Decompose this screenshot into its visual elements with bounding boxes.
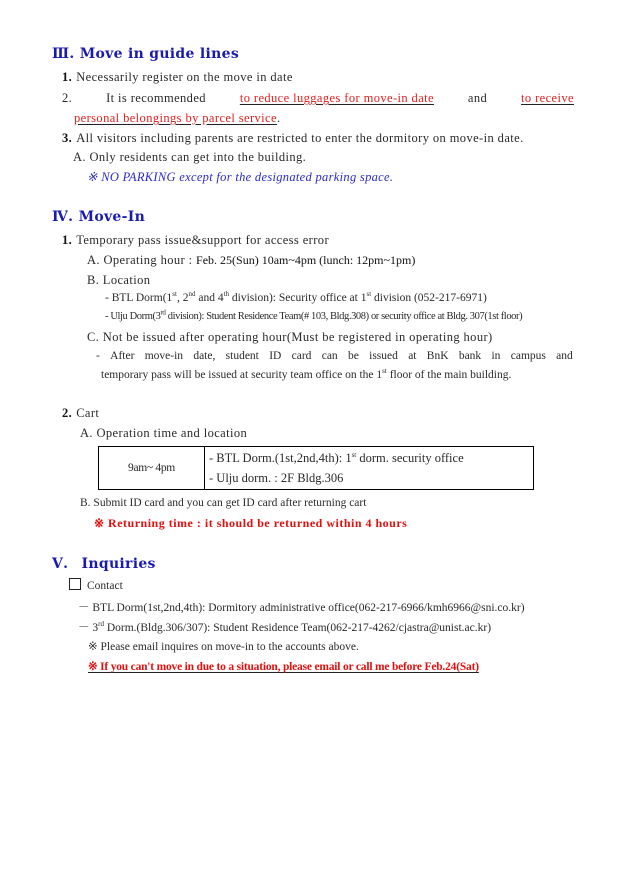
s4-item-2-b-label: B. Submit ID card and you can get ID card after returning cart — [80, 497, 367, 509]
location-ulju-dorm — [105, 308, 523, 322]
section-3-numeral: Ⅲ. — [52, 46, 75, 62]
s4-item-2-title — [62, 406, 99, 421]
word: ID — [269, 350, 282, 362]
word: - — [96, 350, 100, 362]
word: and — [556, 350, 573, 362]
word: student — [225, 350, 259, 362]
email-inquiry-note: ※ Please email inquires on move-in to the accounts above. — [88, 641, 359, 653]
s3-item-1 — [62, 70, 293, 85]
returning-time-warning: ※ Returning time : it should be returned within 4 hours — [94, 516, 408, 530]
cart-loc-text: - BTL Dorm.(1st,2nd,4th): 1 — [209, 451, 352, 465]
loc-btl-text: - BTL Dorm(1 — [105, 292, 173, 304]
operating-hour-label: A. Operating hour : — [87, 253, 193, 267]
loc-btl-text: division): Security office at 1 — [229, 292, 367, 304]
s4-item-1-b-label: B. Location — [87, 273, 151, 287]
s3-item-2-number: 2. — [62, 91, 73, 105]
cart-table — [98, 446, 534, 490]
sup: st — [366, 290, 372, 299]
id-card-text: floor of the main building. — [386, 369, 512, 381]
word: at — [408, 350, 417, 362]
word: BnK — [426, 350, 449, 362]
loc-ulju-text: - Ulju Dorm(3 — [105, 311, 161, 322]
id-card-info-line-2 — [101, 369, 511, 381]
s4-item-2-number: 2. — [62, 406, 73, 420]
location-btl-dorm — [105, 292, 487, 304]
s3-item-2-text-and: and — [467, 91, 488, 105]
s3-item-2-period: . — [276, 111, 281, 125]
table-row — [99, 447, 534, 490]
s4-item-2-a-label: A. Operation time and location — [80, 426, 248, 440]
loc-btl-text: division (052-217-6971) — [371, 292, 487, 304]
sup: nd — [188, 290, 196, 299]
word: in — [491, 350, 501, 362]
s3-item-1-text: Necessarily register on the move in date — [76, 70, 293, 84]
cant-move-in-warning: ※ If you can't move in due to a situation, please email or call me before Feb.24(Sat) — [88, 661, 479, 673]
section-4-title: Move-In — [78, 209, 146, 225]
cart-time-cell: 9am~ 4pm — [99, 447, 205, 490]
section-5-title: Inquiries — [81, 556, 156, 572]
inquiry-btl-dorm: － BTL Dorm(1st,2nd,4th): Dormitory administrative office(062-217-6966/kmh6966@sni.co.kr) — [78, 602, 525, 614]
s3-item-1-number: 1. — [62, 70, 73, 84]
sup: th — [223, 290, 230, 299]
s3-item-2-highlight-luggage: to reduce luggages for move-in date — [239, 91, 434, 105]
sup: rd — [160, 308, 166, 317]
sup: rd — [98, 620, 104, 629]
loc-btl-text: , 2 — [176, 292, 189, 304]
loc-btl-text: and 4 — [195, 292, 224, 304]
section-3-heading — [52, 46, 239, 62]
cart-location-btl — [209, 448, 529, 468]
sup: st — [172, 290, 177, 299]
s3-item-3 — [62, 131, 524, 146]
s4-item-1-text: Temporary pass issue&support for access error — [76, 233, 330, 247]
sup: st — [382, 367, 387, 376]
s3-item-2-line-1 — [62, 91, 574, 106]
s3-item-2-highlight-receive: to receive — [521, 91, 574, 105]
word: date, — [193, 350, 216, 362]
contact-label-row — [69, 578, 123, 592]
s4-item-1-c-label: C. Not be issued after operating hour(Must be registered in operating hour) — [87, 330, 493, 344]
s3-item-3-text: All visitors including parents are restricted to enter the dormitory on move-in date. — [76, 131, 524, 145]
s4-item-1-title — [62, 233, 329, 248]
s4-item-2-text: Cart — [76, 406, 100, 420]
s3-item-2-text-before: It is recommended — [106, 91, 206, 105]
word: be — [347, 350, 359, 362]
word: card — [291, 350, 312, 362]
sup: st — [351, 450, 357, 459]
word: issued — [369, 350, 398, 362]
s3-sub-a: A. Only residents can get into the building. — [73, 150, 307, 164]
word: bank — [458, 350, 482, 362]
cart-location-ulju: - Ulju dorm. : 2F Bldg.306 — [209, 471, 344, 485]
contact-label: Contact — [87, 580, 123, 592]
s3-item-2-highlight-parcel: personal belongings by parcel service — [74, 111, 277, 125]
section-4-heading — [52, 209, 145, 225]
word: After — [110, 350, 135, 362]
checkbox-square-icon — [69, 578, 81, 590]
cart-location-cell — [205, 447, 534, 490]
section-5-heading — [52, 556, 156, 572]
s3-item-3-number: 3. — [62, 131, 73, 145]
s4-item-1-number: 1. — [62, 233, 73, 247]
inquiry-text: － 3 — [78, 622, 99, 634]
inquiry-3rd-dorm — [78, 619, 491, 635]
word: campus — [510, 350, 546, 362]
s3-parking-note: ※ NO PARKING except for the designated parking space. — [87, 170, 394, 184]
word: move-in — [144, 350, 184, 362]
id-card-info-line-1 — [96, 350, 573, 362]
section-4-numeral: Ⅳ. — [52, 209, 74, 225]
cart-loc-text: dorm. security office — [356, 451, 464, 465]
id-card-text: temporary pass will be issued at security team office on the 1 — [101, 369, 383, 381]
section-5-numeral: Ⅴ. — [52, 556, 69, 572]
s4-item-1-a — [87, 253, 415, 268]
operating-hour-value: Feb. 25(Sun) 10am~4pm (lunch: 12pm~1pm) — [196, 253, 416, 267]
word: can — [321, 350, 338, 362]
section-3-title: Move in guide lines — [79, 46, 240, 62]
loc-ulju-text: division): Student Residence Team(# 103, Bldg.308) or security office at Bldg. 307(1st floor) — [165, 311, 523, 322]
s3-item-2-line-2 — [74, 111, 280, 126]
inquiry-text: Dorm.(Bldg.306/307): Student Residence Team(062-217-4262/cjastra@unist.ac.kr) — [103, 622, 492, 634]
